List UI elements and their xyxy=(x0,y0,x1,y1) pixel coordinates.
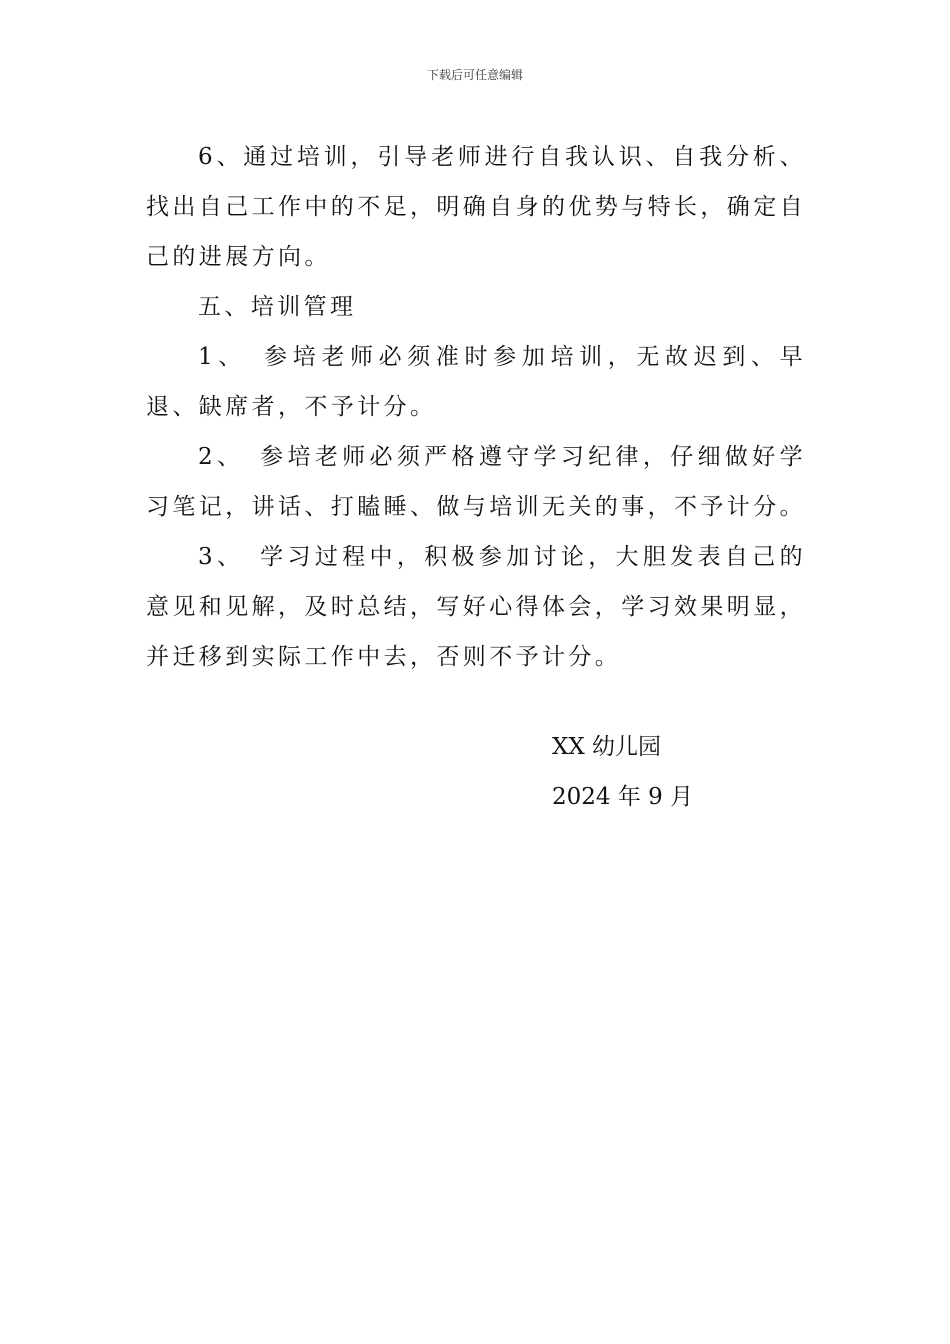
signature-organization: XX 幼儿园 xyxy=(552,734,662,760)
section-heading-training-management: 五、培训管理 xyxy=(198,294,357,320)
paragraph-rule-2: 2、 参培老师必须严格遵守学习纪律，仔细做好学习笔记，讲话、打瞌睡、做与培训无关的事，不予计分。 xyxy=(146,444,806,520)
signature-date: 2024 年 9 月 xyxy=(552,784,694,810)
paragraph-item-6: 6、通过培训，引导老师进行自我认识、自我分析、找出自己工作中的不足，明确自身的优势与特长，确定自己的进展方向。 xyxy=(146,144,806,270)
document-body xyxy=(146,132,806,682)
paragraph-rule-1: 1、 参培老师必须准时参加培训，无故迟到、早退、缺席者，不予计分。 xyxy=(146,344,806,420)
paragraph-rule-3: 3、 学习过程中，积极参加讨论，大胆发表自己的意见和见解，及时总结，写好心得体会，学习效果明显，并迁移到实际工作中去，否则不予计分。 xyxy=(146,544,806,670)
signature-block xyxy=(552,722,693,822)
header-note: 下载后可任意编辑 xyxy=(426,68,523,82)
